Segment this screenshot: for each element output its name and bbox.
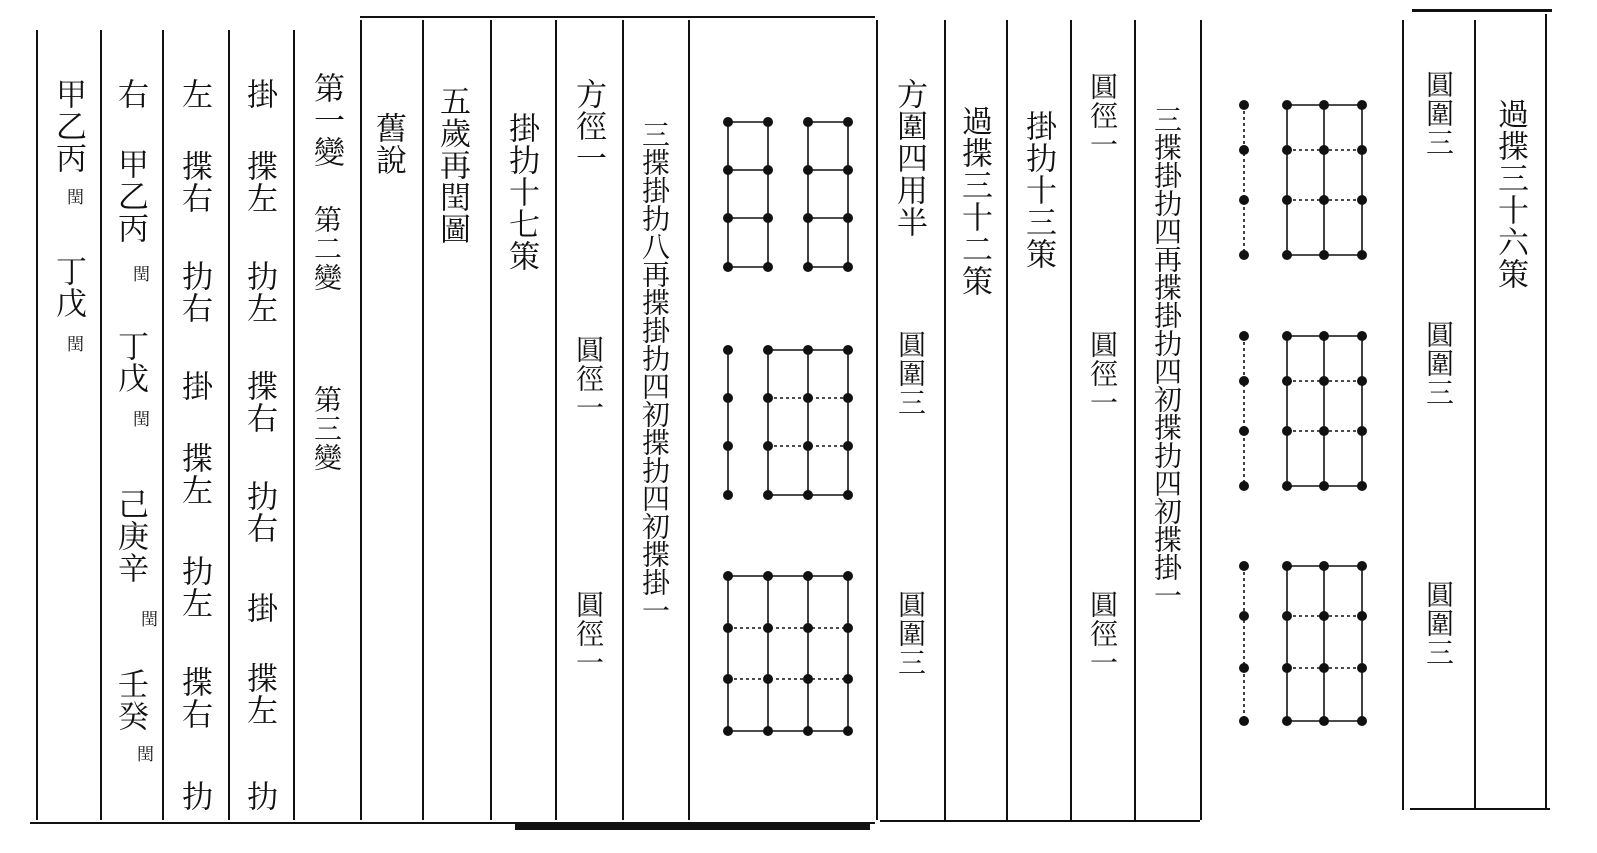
col-divider — [36, 30, 38, 820]
col4-item: 揲左 — [241, 150, 277, 214]
col3-item: 扐右 — [176, 260, 212, 324]
col-divider — [1545, 14, 1547, 810]
col11-head: 方圍四用半 — [891, 78, 927, 238]
col16-c: 圓圍三 — [1422, 580, 1455, 667]
diagram-column-plus-three-squares-3 — [1232, 556, 1382, 736]
col-divider — [1006, 20, 1008, 820]
col-divider — [293, 30, 295, 820]
col11-b: 圓圍三 — [894, 330, 927, 417]
col2-d-runzi: 閏 — [133, 745, 153, 762]
top-rule-left — [360, 16, 875, 18]
col5-c: 第三變 — [310, 385, 343, 472]
col4-item: 揲左 — [241, 662, 277, 726]
col1-tail: 丁戊 — [50, 255, 86, 319]
col3-item: 揲左 — [176, 442, 212, 506]
col2-head: 右 — [112, 78, 148, 110]
col9-head: 方徑一 — [570, 78, 606, 174]
bottom-rule-right — [880, 820, 1200, 822]
col-divider — [228, 30, 230, 820]
col8-text: 掛扐十七策 — [503, 112, 539, 272]
diagram-column-plus-three-squares-1 — [1232, 95, 1382, 270]
col16-b: 圓圍三 — [1422, 320, 1455, 407]
col-divider — [422, 20, 424, 820]
col2-d: 壬癸 — [112, 668, 148, 732]
col2-a-runzi: 閏 — [129, 265, 149, 282]
col4-item: 扐 — [241, 780, 277, 812]
col11-c: 圓圍三 — [894, 590, 927, 677]
col-divider — [162, 30, 164, 820]
col-divider — [100, 30, 102, 820]
col1-text: 甲乙丙 — [50, 78, 86, 174]
col-divider — [876, 20, 878, 820]
col15-text: 三揲掛扐四再揲掛扐四初揲扐四初揲掛一 — [1150, 105, 1183, 609]
col-divider — [622, 20, 624, 820]
col4-item: 扐左 — [241, 260, 277, 324]
bottom-rule-thick — [515, 824, 870, 830]
col4-head: 掛 — [241, 78, 277, 110]
col17-text: 過揲三十六策 — [1492, 98, 1528, 290]
col9-c: 圓徑一 — [572, 590, 605, 677]
col2-b-runzi: 閏 — [129, 410, 149, 427]
col-divider — [1070, 20, 1072, 820]
col1-runzi: 閏 — [63, 188, 83, 205]
col3-item: 扐 — [176, 780, 212, 812]
diagram-two-squares — [716, 112, 856, 282]
col3-item: 扐左 — [176, 555, 212, 619]
col6-old-theory: 舊說 — [370, 112, 406, 176]
col-divider — [944, 20, 946, 820]
col-divider — [555, 20, 557, 820]
col5-a: 第一變 — [308, 72, 344, 168]
col9-b: 圓徑一 — [572, 335, 605, 422]
col2-a: 甲乙丙 — [112, 148, 148, 244]
col12-text: 過揲三十二策 — [956, 105, 992, 297]
col10-text: 三揲掛扐八再揲掛扐四初揲扐四初揲掛一 — [638, 120, 671, 624]
col-divider — [1200, 20, 1202, 820]
col7-diagram-title: 五歲再閏圖 — [434, 85, 470, 245]
col14-b: 圓徑一 — [1086, 330, 1119, 417]
col2-c: 己庚辛 — [112, 488, 148, 584]
top-rule-right — [1412, 9, 1552, 12]
col14-head: 圓徑一 — [1086, 72, 1119, 159]
diagram-column-plus-three-squares-2 — [1232, 326, 1382, 501]
diagram-three-by-four-grid — [716, 340, 866, 510]
col16-head: 圓圍三 — [1422, 70, 1455, 157]
col4-item: 扐右 — [241, 480, 277, 544]
col5-b: 第二變 — [310, 205, 343, 292]
col14-c: 圓徑一 — [1086, 590, 1119, 677]
col1-tail-runzi: 閏 — [63, 335, 83, 352]
diagram-four-by-four-grid — [716, 566, 866, 746]
col2-b: 丁戊 — [112, 330, 148, 394]
col-divider — [688, 20, 690, 820]
col3-item: 揲右 — [176, 150, 212, 214]
col-divider — [490, 20, 492, 820]
col-divider — [1402, 20, 1404, 810]
col4-item: 揲右 — [241, 370, 277, 434]
col-divider — [1474, 20, 1476, 810]
col4-item: 掛 — [241, 592, 277, 624]
col-divider — [1134, 20, 1136, 820]
col3-item: 掛 — [176, 370, 212, 402]
col13-text: 掛扐十三策 — [1020, 110, 1056, 270]
col2-c-runzi: 閏 — [137, 610, 157, 627]
col3-head: 左 — [176, 78, 212, 110]
col3-item: 揲右 — [176, 666, 212, 730]
bottom-rule-far-right — [1410, 808, 1550, 810]
col-divider — [360, 20, 362, 820]
